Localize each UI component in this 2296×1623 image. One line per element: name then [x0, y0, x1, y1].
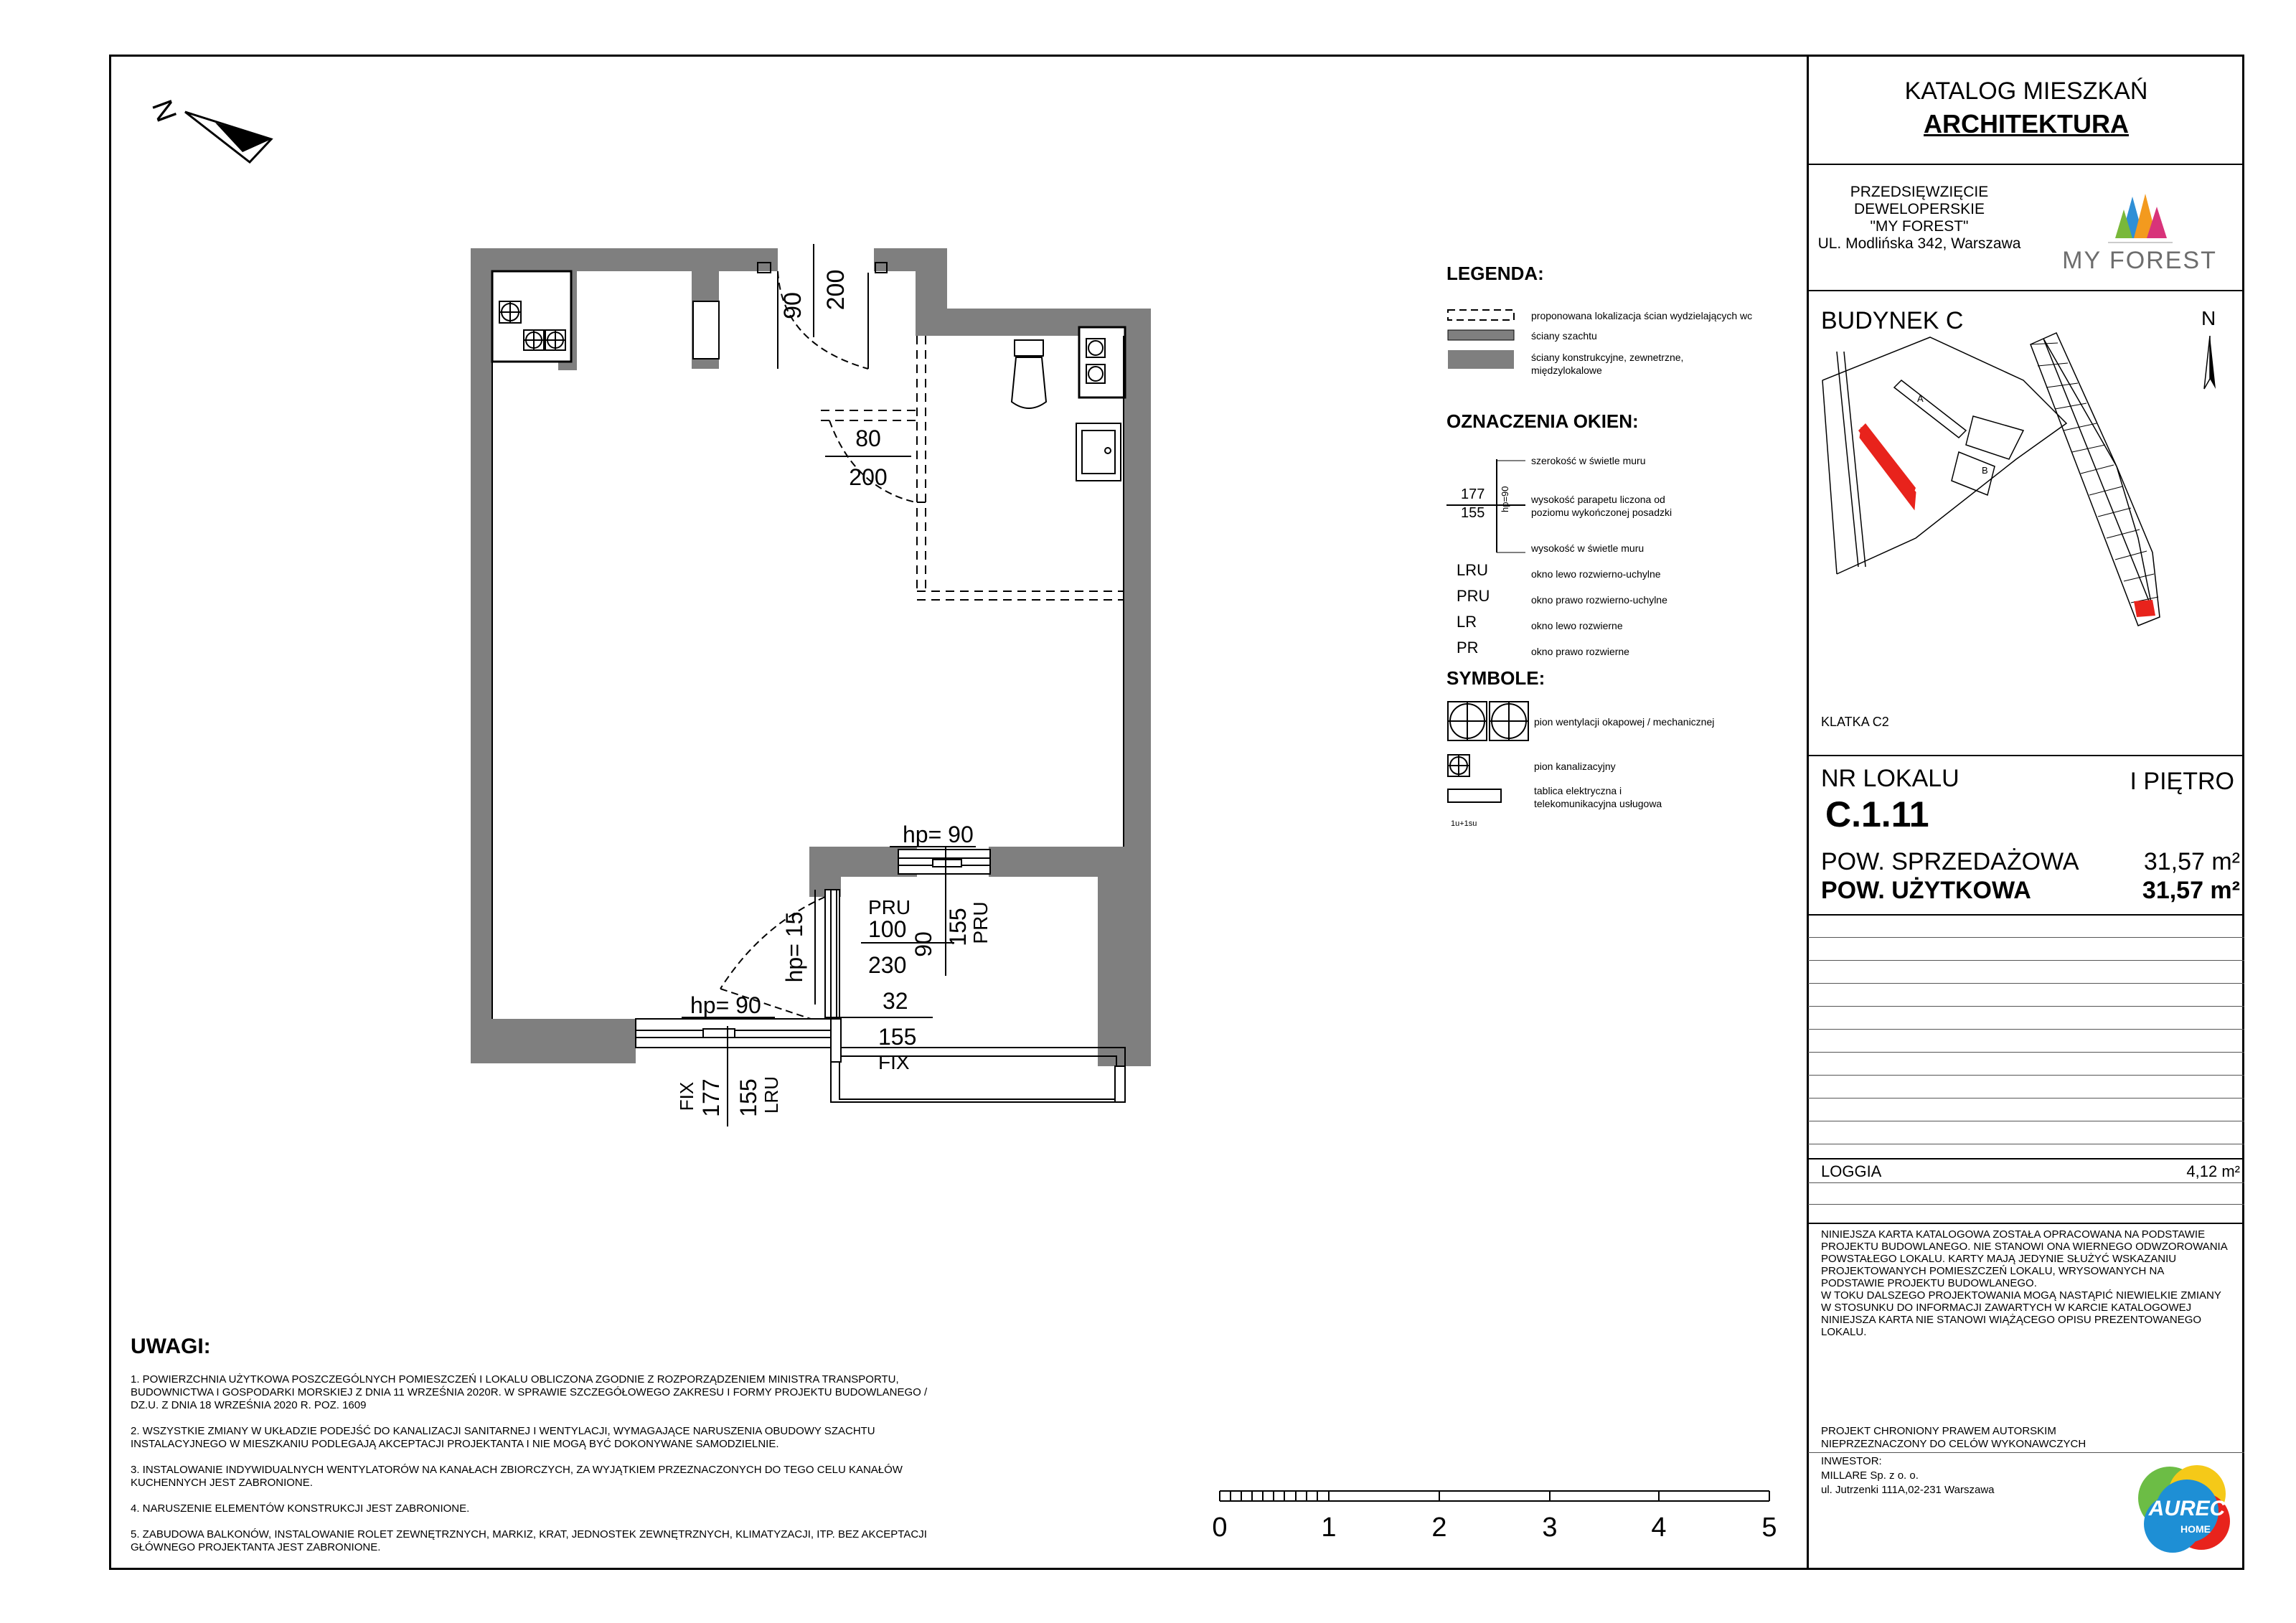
door2-height: 200	[849, 464, 888, 490]
note-4: 4. NARUSZENIE ELEMENTÓW KONSTRUKCJI JEST ZABRONIONE.	[131, 1502, 470, 1515]
aurec-logo-sub: HOME	[2180, 1523, 2211, 1535]
building-north-label: N	[2201, 307, 2216, 329]
table-rule-7	[1808, 1075, 2244, 1076]
copyright-2: NIEPRZEZNACZONY DO CELÓW WYKONAWCZYCH	[1821, 1438, 2086, 1450]
legend-title: LEGENDA:	[1446, 263, 1544, 284]
scale-label-5: 5	[1761, 1513, 1777, 1543]
scale-label-3: 3	[1542, 1513, 1558, 1543]
note-1: 1. POWIERZCHNIA UŻYTKOWA POSZCZEGÓLNYCH POMIESZCZEŃ I LOKALU OBLICZONA ZGODNIE Z ROZPORZĄDZENIEM MINISTRA TRANSPORTU, BUDOWNICTWA I GOSPODARKI MORSKIEJ Z DNIA 11 WRZEŚNIA 2020R. W SPRAWIE SZCZEGÓŁOWEGO ZAKRESU I FORMY PROJEKTU BUDOWLANEGO / DZ.U. Z DNIA 18 WRZEŚNIA 2020 R. POZ. 1609	[131, 1373, 928, 1411]
legend-item-2: ściany szachtu	[1531, 330, 1597, 342]
win-top-type: PRU	[868, 896, 911, 918]
title-block-divider	[1807, 55, 1809, 1570]
aurec-logo	[2135, 1464, 2243, 1564]
win-type-desc-2: okno prawo rozwierno-uchylne	[1531, 594, 1667, 606]
scale-bar	[1213, 1485, 1779, 1521]
fix-width: 32	[883, 988, 908, 1014]
symbol-desc-3: tablica elektryczna i	[1534, 785, 1622, 796]
table-rule-8	[1808, 1098, 2244, 1099]
fix-height: 155	[878, 1024, 917, 1050]
win-type-desc-1: okno lewo rozwierno-uchylne	[1531, 568, 1661, 580]
win-type-desc-3: okno lewo rozwierne	[1531, 620, 1623, 631]
table-rule-13	[1808, 1204, 2244, 1205]
project-line-3: "MY FOREST"	[1870, 218, 1969, 235]
table-rule-12	[1808, 1182, 2244, 1183]
symbols-title: SYMBOLE:	[1446, 667, 1545, 689]
win-type-code-4: PR	[1457, 639, 1479, 657]
win-top-side-height: 155	[945, 908, 971, 946]
kitchen-shaft	[492, 271, 719, 362]
plan-north-arrow	[146, 96, 271, 162]
win-desc-2: wysokość parapetu liczona od	[1531, 494, 1665, 505]
copyright-1: PROJEKT CHRONIONY PRAWEM AUTORSKIM	[1821, 1425, 2056, 1437]
divider-project	[1808, 290, 2244, 291]
table-rule-3	[1808, 983, 2244, 984]
header-line1: KATALOG MIESZKAŃ	[1904, 77, 2148, 105]
table-rule-5	[1808, 1029, 2244, 1030]
loggia-label: LOGGIA	[1821, 1162, 1882, 1180]
scale-label-1: 1	[1321, 1513, 1337, 1543]
balcony-hp: hp= 15	[781, 911, 807, 983]
win-top-height: 230	[868, 952, 907, 978]
win-top-side-type: PRU	[969, 901, 992, 944]
structural-walls	[471, 248, 1151, 1066]
disclaimer-3: POWSTAŁEGO LOKALU. KARTY MAJĄ JEDYNIE SŁUŻYĆ WSKAZANIU	[1821, 1253, 2177, 1265]
legend-item-4: międzylokalowe	[1531, 364, 1602, 376]
disclaimer-2: PROJEKTU BUDOWLANEGO. NIE STANOWI ONA WIERNEGO ODWZOROWANIA	[1821, 1241, 2228, 1253]
project-line-2: DEWELOPERSKIE	[1853, 201, 1985, 217]
win-type-code-1: LRU	[1457, 561, 1489, 579]
scale-label-4: 4	[1651, 1513, 1667, 1543]
symbol-desc-1: pion wentylacji okapowej / mechanicznej	[1534, 716, 1715, 728]
win-left-hp: hp= 90	[690, 992, 761, 1018]
legend-swatches	[1446, 304, 1518, 376]
loggia-value: 4,12 m²	[2186, 1162, 2240, 1180]
disclaimer-8: NINIEJSZA KARTA NIE STANOWI WIĄŻĄCEGO OPISU PREZENTOWANEGO	[1821, 1314, 2202, 1326]
disclaimer-1: NINIEJSZA KARTA KATALOGOWA ZOSTAŁA OPRACOWANA NA PODSTAWIE	[1821, 1228, 2206, 1241]
sales-area-label: POW. SPRZEDAŻOWA	[1821, 848, 2079, 875]
fix-type: FIX	[878, 1051, 910, 1073]
disclaimer-9: LOKALU.	[1821, 1326, 1867, 1338]
disclaimer-6: W TOKU DALSZEGO PROJEKTOWANIA MOGĄ NASTĄPIĆ NIEWIELKIE ZMIANY	[1821, 1289, 2221, 1302]
notes-title: UWAGI:	[131, 1335, 211, 1358]
unit-floor: I PIĘTRO	[2130, 768, 2234, 795]
divider-disclaimer	[1808, 1223, 2244, 1224]
table-rule-2	[1808, 960, 2244, 961]
left-155: 155	[735, 1078, 761, 1117]
win-example-side: hp=90	[1500, 486, 1510, 512]
building-title: BUDYNEK C	[1821, 307, 1964, 334]
note-3: 3. INSTALOWANIE INDYWIDUALNYCH WENTYLATORÓW NA KANAŁACH ZBIORCZYCH, ZA WYJĄTKIEM PRZEZNACZONYCH DO TEGO CELU KANAŁÓW KUCHENNYCH JEST ZABRONIONE.	[131, 1464, 903, 1489]
left-lru: LRU	[761, 1076, 782, 1114]
symbol-desc-4: telekomunikacyjna usługowa	[1534, 798, 1662, 809]
stair-label: KLATKA C2	[1821, 715, 1889, 729]
win-example-bottom: 155	[1461, 505, 1485, 521]
investor-name: MILLARE Sp. z o. o.	[1821, 1469, 1919, 1482]
aurec-logo-text: AUREC	[2148, 1497, 2226, 1520]
project-line-4: UL. Modlińska 342, Warszawa	[1817, 235, 2021, 252]
windows-title: OZNACZENIA OKIEN:	[1446, 410, 1639, 432]
window-legend-diagram	[1446, 445, 1533, 560]
investor-label: INWESTOR:	[1821, 1455, 1882, 1467]
disclaimer-7: W STOSUNKU DO INFORMACJI ZAWARTYCH W KARCIE KATALOGOWEJ	[1821, 1302, 2192, 1314]
win-top-hp: hp= 90	[903, 822, 974, 847]
balcony	[831, 1019, 1125, 1102]
door1-width: 90	[779, 292, 806, 319]
win-desc-4: wysokość w świetle muru	[1531, 542, 1645, 554]
door1-height: 200	[822, 269, 850, 311]
header-line2: ARCHITEKTURA	[1924, 109, 2129, 138]
usable-area-value: 31,57 m²	[2142, 877, 2240, 904]
divider-header	[1808, 164, 2244, 165]
left-fix: FIX	[676, 1081, 697, 1111]
scale-label-0: 0	[1212, 1513, 1228, 1543]
window-top	[898, 850, 990, 874]
win-top-width: 100	[868, 916, 907, 942]
site-label-b: B	[1982, 465, 1988, 476]
window-left	[636, 1019, 831, 1048]
win-desc-1: szerokość w świetle muru	[1531, 455, 1646, 466]
table-rule-1	[1808, 937, 2244, 938]
usable-area-label: POW. UŻYTKOWA	[1821, 877, 2031, 904]
door2-width: 80	[855, 425, 881, 451]
legend-item-1: proponowana lokalizacja ścian wydzielających wc	[1531, 310, 1753, 321]
unit-nr-label: NR LOKALU	[1821, 765, 1959, 792]
symbol-desc-2: pion kanalizacyjny	[1534, 761, 1616, 772]
divider-building	[1808, 755, 2244, 756]
legend-item-3: ściany konstrukcyjne, zewnetrzne,	[1531, 352, 1684, 363]
my-forest-logo-icon	[2108, 188, 2173, 245]
symbols-legend	[1446, 700, 1533, 815]
site-label-a: A	[1917, 393, 1924, 404]
win-example-top: 177	[1461, 486, 1485, 502]
my-forest-logo-text: MY FOREST	[2062, 247, 2217, 274]
project-line-1: PRZEDSIĘWZIĘCIE	[1850, 184, 1989, 200]
plan-north-label: N	[145, 95, 183, 126]
table-rule-0	[1808, 914, 2244, 916]
panel-code: 1u+1su	[1451, 819, 1477, 828]
note-5: 5. ZABUDOWA BALKONÓW, INSTALOWANIE ROLET ZEWNĘTRZNYCH, MARKIZ, KRAT, JEDNOSTEK ZEWNĘTRZNYCH, KLIMATYZACJI, ITP. BEZ AKCEPTACJI GŁÓWNEGO PROJEKTANTA JEST ZABRONIONE.	[131, 1528, 927, 1553]
win-top-90: 90	[911, 931, 936, 957]
investor-address: ul. Jutrzenki 111A,02-231 Warszawa	[1821, 1484, 1995, 1496]
note-2: 2. WSZYSTKIE ZMIANY W UKŁADZIE PODEJŚĆ DO KANALIZACJI SANITARNEJ I WENTYLACJI, WYMAGAJĄCE NARUSZENIA OBUDOWY SZACHTU INSTALACYJNEGO W MIESZKANIU PODLEGAJĄ AKCEPTACJI PROJEKTANTA I NIE MOGĄ BYĆ DOKONYWANE SAMODZIELNIE.	[131, 1425, 875, 1450]
win-type-code-2: PRU	[1457, 587, 1490, 605]
left-177: 177	[698, 1078, 724, 1117]
disclaimer-4: PROJEKTOWANYCH POMIESZCZEŃ LOKALU, WRYSOWANYCH NA	[1821, 1265, 2165, 1277]
win-desc-3: poziomu wykończonej posadzki	[1531, 507, 1672, 518]
scale-label-2: 2	[1431, 1513, 1447, 1543]
bathroom-shaft	[1079, 327, 1125, 397]
sales-area-value: 31,57 m²	[2143, 848, 2240, 875]
table-rule-4	[1808, 1006, 2244, 1007]
site-location-map	[1815, 323, 2239, 725]
win-type-desc-4: okno prawo rozwierne	[1531, 646, 1629, 657]
win-type-code-3: LR	[1457, 613, 1477, 631]
floor-plan	[109, 55, 1807, 1570]
divider-investor	[1808, 1452, 2244, 1453]
table-rule-6	[1808, 1052, 2244, 1053]
unit-code: C.1.11	[1825, 794, 1929, 834]
disclaimer-5: PODSTAWIE PROJEKTU BUDOWLANEGO.	[1821, 1277, 2037, 1289]
table-rule-11	[1808, 1158, 2244, 1159]
